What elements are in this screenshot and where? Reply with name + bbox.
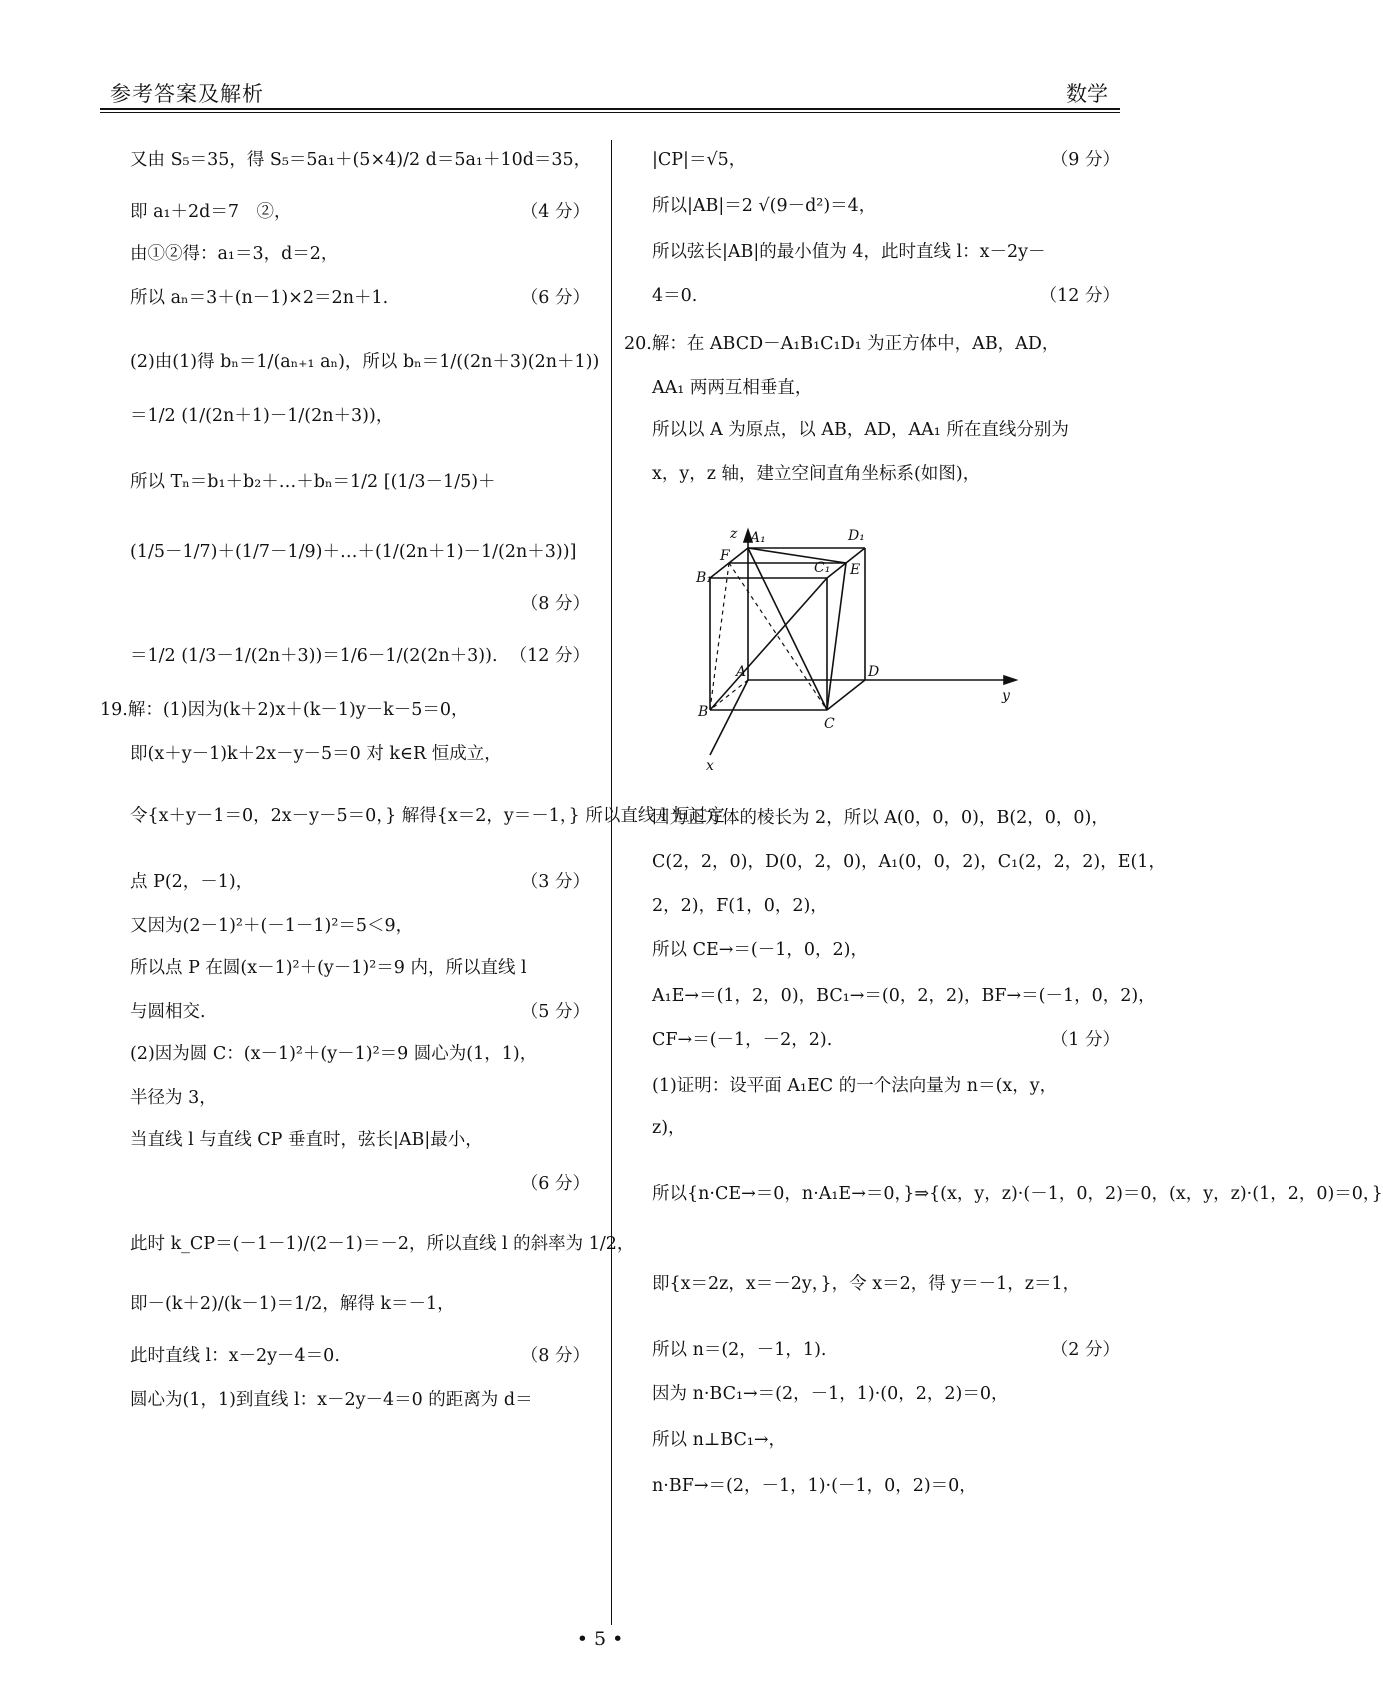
- header-rule-thin: [100, 112, 1120, 113]
- label-E: E: [850, 562, 861, 578]
- y-arrow: [1004, 676, 1016, 684]
- label-F: F: [720, 548, 730, 564]
- label-y: y: [1002, 688, 1010, 704]
- label-B1: B₁: [696, 570, 712, 586]
- header-subject: 数学: [1066, 82, 1108, 106]
- label-x: x: [706, 758, 714, 774]
- page-number: • 5 •: [576, 1628, 624, 1650]
- label-z: z: [730, 526, 738, 542]
- label-C1: C₁: [814, 560, 831, 576]
- label-D: D: [868, 664, 880, 680]
- label-D1: D₁: [848, 528, 865, 544]
- label-A: A: [736, 664, 747, 680]
- column-divider: [611, 140, 612, 1625]
- label-B: B: [698, 704, 709, 720]
- header-title: 参考答案及解析: [110, 82, 264, 106]
- label-C: C: [824, 716, 835, 732]
- header-rule-thick: [100, 108, 1120, 110]
- label-A1: A₁: [750, 530, 766, 546]
- x-axis: [710, 680, 748, 755]
- cube-figure: [696, 526, 1020, 800]
